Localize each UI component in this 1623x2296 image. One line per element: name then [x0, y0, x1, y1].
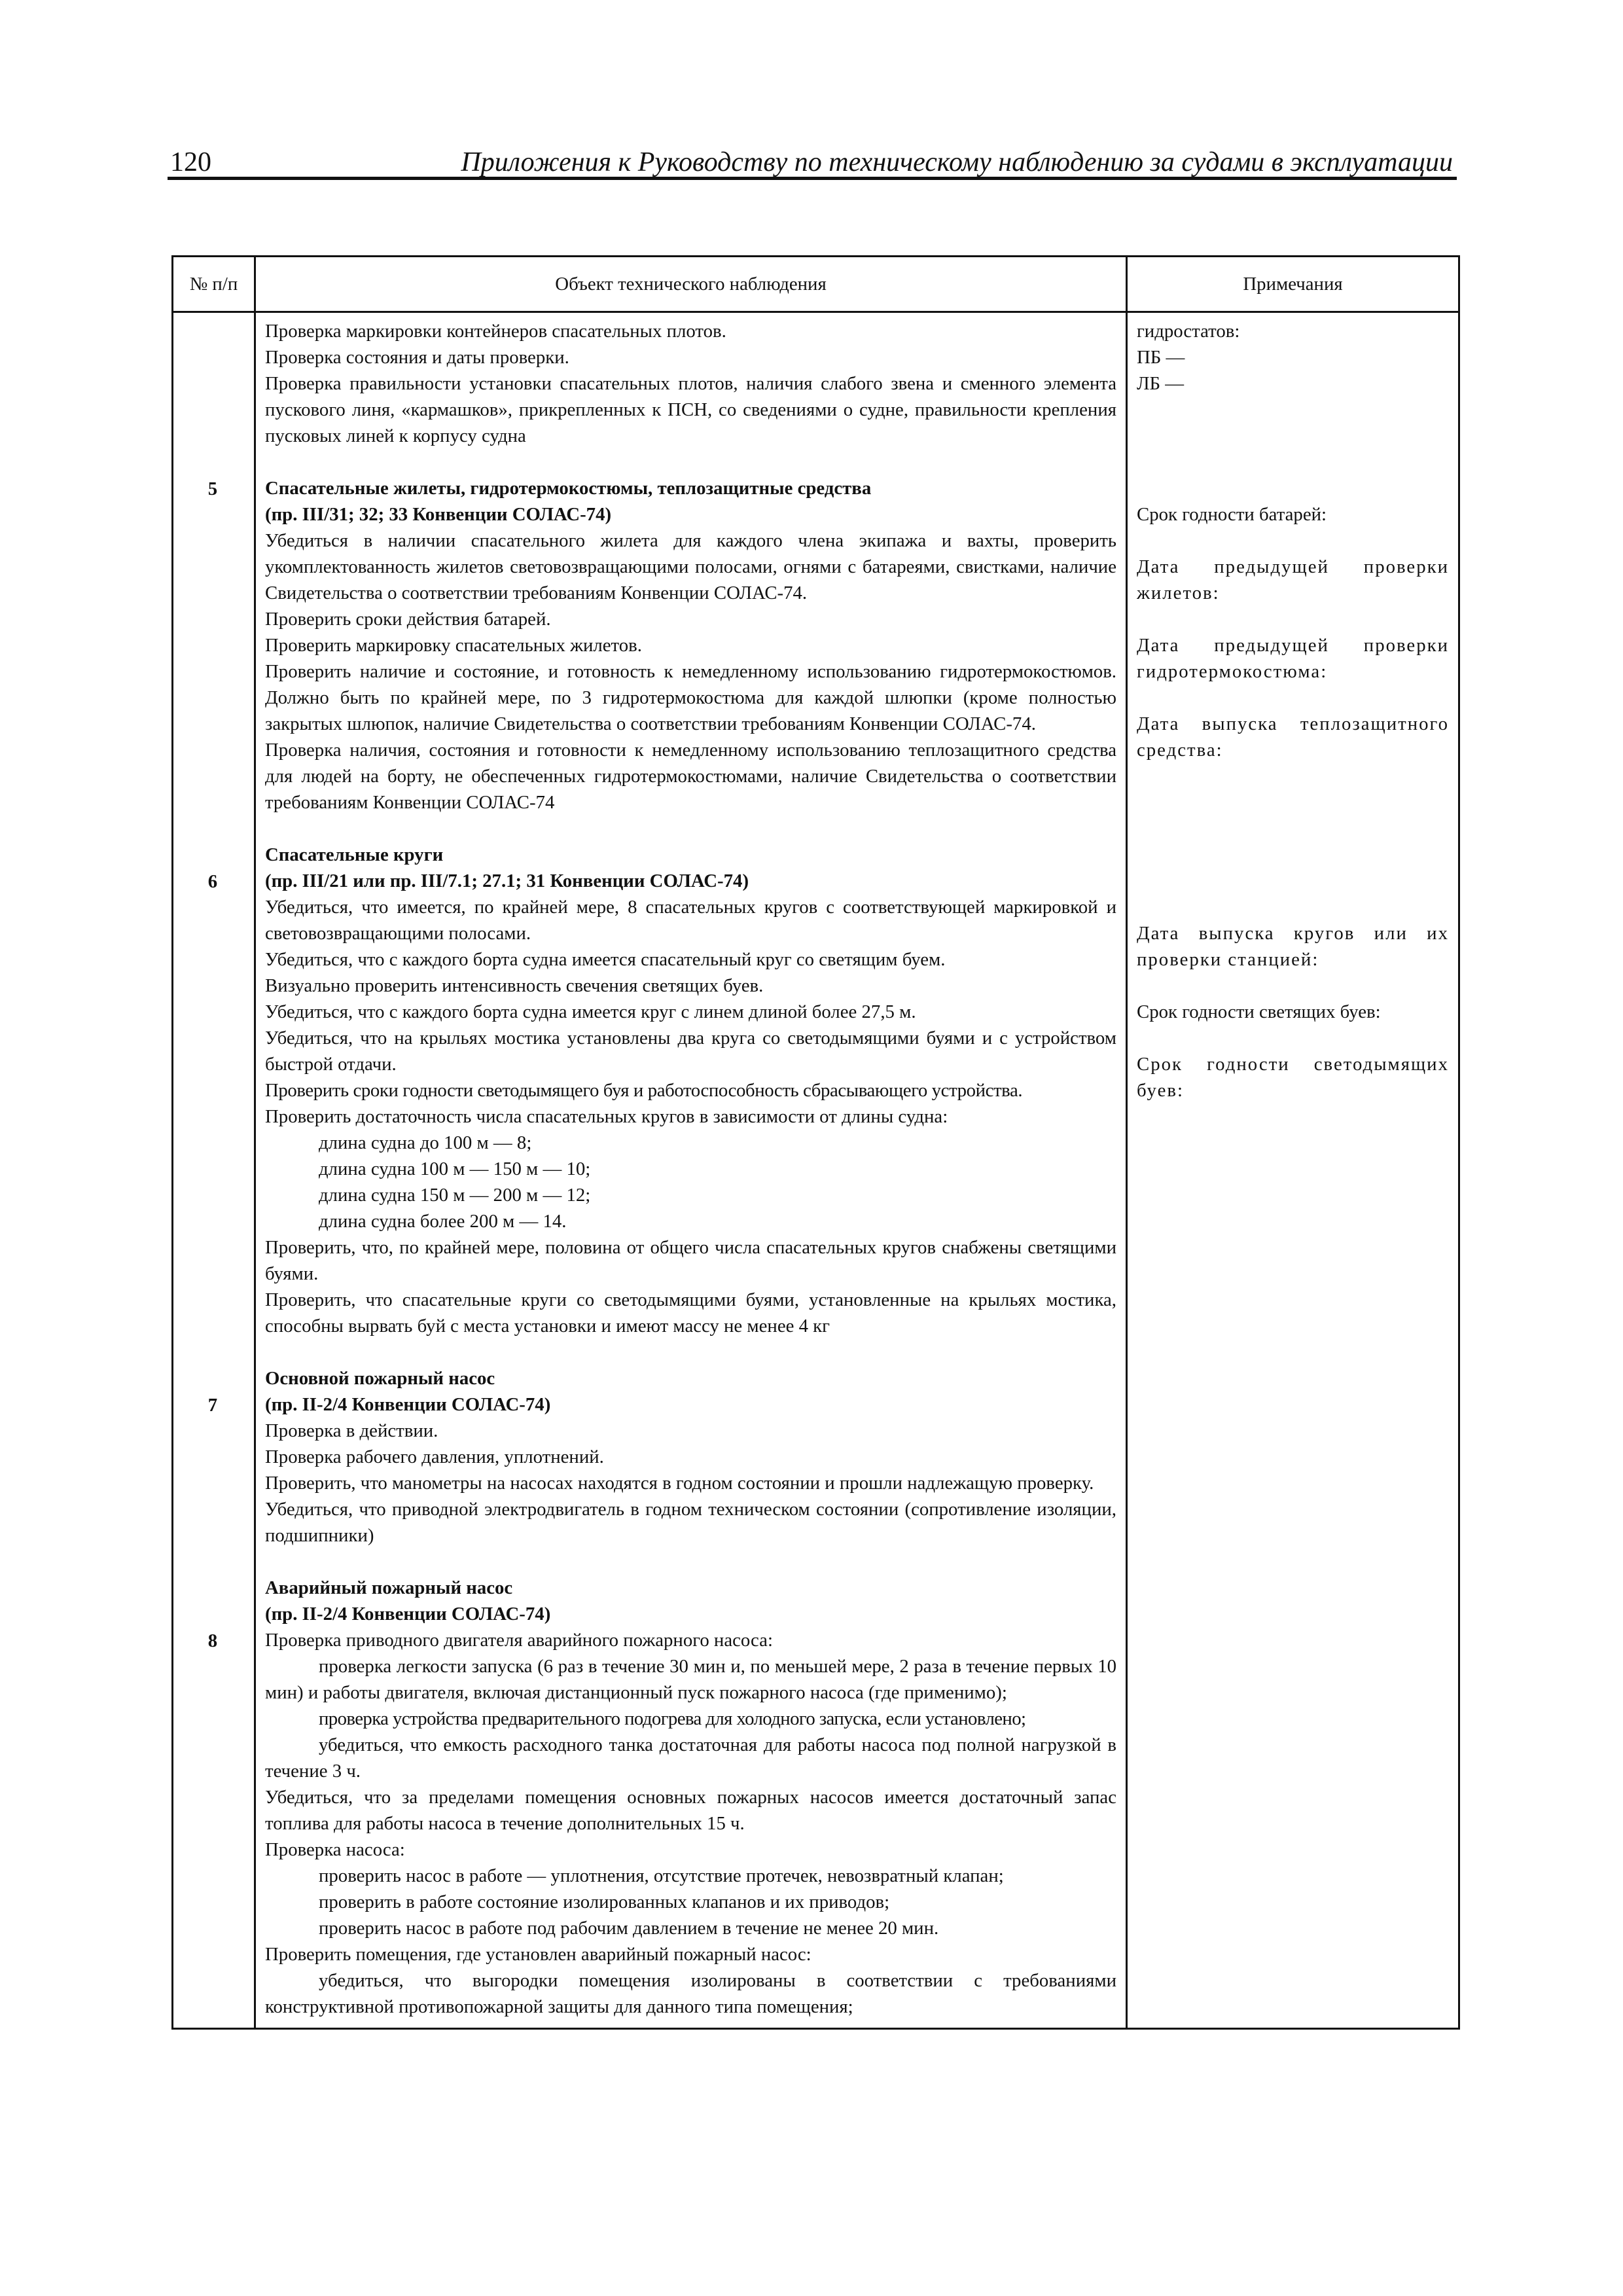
- note-line: ПБ —: [1137, 347, 1185, 368]
- body-line: Проверка в действии.: [265, 1420, 438, 1441]
- body-line: Проверка рабочего давления, уплотнений.: [265, 1446, 604, 1467]
- body-line: Проверить маркировку спасательных жилетов.: [265, 635, 642, 656]
- section-title: Спасательные жилеты, гидротермокостюмы, теплозащитные средства: [265, 478, 872, 499]
- header-rule: [168, 177, 1457, 180]
- section-title: Аварийный пожарный насос: [265, 1577, 513, 1598]
- body-line: Проверить сроки годности светодымящего буя и работоспособность сбрасывающего устройства.: [265, 1080, 1023, 1101]
- row-number: 7: [207, 1395, 218, 1416]
- body-line: Проверить сроки действия батарей.: [265, 609, 551, 630]
- length-item: длина судна более 200 м — 14.: [319, 1211, 567, 1232]
- body-line: Убедиться, что имеется, по крайней мере, 8 спасательных кругов с соответствующей маркировкой и световозвращающими полосами.: [265, 897, 1116, 944]
- length-item: длина судна до 100 м — 8;: [319, 1132, 532, 1153]
- body-line: Проверка приводного двигателя аварийного пожарного насоса:: [265, 1630, 773, 1651]
- running-title: Приложения к Руководству по техническому наблюдению за судами в эксплуатации: [461, 147, 1453, 177]
- body-line: убедиться, что выгородки помещения изолированы в соответствии с требованиями конструктивной противопожарной защиты для данного типа помещения;: [265, 1970, 1116, 2017]
- body-line: Убедиться, что с каждого борта судна имеется спасательный круг со светящим буем.: [265, 949, 946, 970]
- section-reference: (пр. II-2/4 Конвенции СОЛАС-74): [265, 1394, 551, 1415]
- page-header: [168, 145, 1457, 179]
- length-item: длина судна 150 м — 200 м — 12;: [319, 1185, 591, 1206]
- page-number: 120: [170, 147, 211, 177]
- row-number-cell: [173, 312, 255, 2029]
- row-number: 6: [207, 871, 218, 892]
- note-line: Срок годности батарей:: [1137, 504, 1327, 525]
- body-line: проверить насос в работе — уплотнения, отсутствие протечек, невозвратный клапан;: [319, 1865, 1004, 1886]
- column-header-object: Объект технического наблюдения: [255, 257, 1127, 312]
- row-number: 5: [207, 478, 218, 499]
- body-line: Проверить, что манометры на насосах находятся в годном состоянии и прошли надлежащую проверку.: [265, 1473, 1094, 1494]
- body-line: проверка легкости запуска (6 раз в течение 30 мин и, по меньшей мере, 2 раза в течение первых 10 мин) и работы двигателя, включая дистанционный пуск пожарного насоса (где применимо);: [265, 1656, 1116, 1703]
- note-line: ЛБ —: [1137, 373, 1185, 394]
- body-line: Проверка наличия, состояния и готовности к немедленному использованию теплозащитного средства для людей на борту, не обеспеченных гидротермокостюмами, наличие Свидетельства о соответствии требованиям Конвенции СОЛАС-74: [265, 740, 1116, 813]
- body-line: Проверка состояния и даты проверки.: [265, 347, 569, 368]
- note-line: Срок годности светодымящих буев:: [1137, 1054, 1449, 1101]
- row-object-cell: [255, 312, 1127, 2029]
- length-item: длина судна 100 м — 150 м — 10;: [319, 1158, 591, 1179]
- column-header-notes: Примечания: [1127, 257, 1459, 312]
- body-line: Проверить достаточность числа спасательных кругов в зависимости от длины судна:: [265, 1106, 948, 1127]
- row-number: 8: [207, 1630, 218, 1651]
- body-line: Проверить, что, по крайней мере, половина от общего числа спасательных кругов снабжены светящими буями.: [265, 1237, 1116, 1284]
- note-line: Дата выпуска теплозащитного средства:: [1137, 713, 1449, 761]
- section-title: Спасательные круги: [265, 844, 444, 865]
- body-line: Проверка правильности установки спасательных плотов, наличия слабого звена и сменного элемента пускового линя, «кармашков», прикрепленных к ПСН, со сведениями о судне, правильности крепления пусковых линей к корпусу судна: [265, 373, 1116, 446]
- body-line: Убедиться, что на крыльях мостика установлены два круга со светодымящими буями и с устройством быстрой отдачи.: [265, 1028, 1116, 1075]
- table-header-row: [173, 257, 1459, 312]
- column-header-number: № п/п: [173, 257, 255, 312]
- body-line: Проверить наличие и состояние, и готовность к немедленному использованию гидротермокостюмов. Должно быть по крайней мере, по 3 гидротермокостюма для каждой шлюпки (кроме полностью закрытых шлюпок, наличие Свидетельства о соответствии требованиям Конвенции СОЛАС-74.: [265, 661, 1116, 734]
- body-line: Проверить, что спасательные круги со светодымящими буями, установленные на крыльях мостика, способны вырвать буй с места установки и имеют массу не менее 4 кг: [265, 1289, 1116, 1336]
- body-line: Убедиться, что за пределами помещения основных пожарных насосов имеется достаточный запас топлива для работы насоса в течение дополнительных 15 ч.: [265, 1787, 1116, 1834]
- section-reference: (пр. III/31; 32; 33 Конвенции СОЛАС-74): [265, 504, 612, 525]
- section-reference: (пр. III/21 или пр. III/7.1; 27.1; 31 Конвенции СОЛАС-74): [265, 870, 749, 891]
- body-line: Убедиться, что с каждого борта судна имеется круг с линем длиной более 27,5 м.: [265, 1001, 916, 1022]
- section-reference: (пр. II-2/4 Конвенции СОЛАС-74): [265, 1604, 551, 1624]
- body-line: Проверить помещения, где установлен аварийный пожарный насос:: [265, 1944, 812, 1965]
- table-row: [173, 312, 1459, 2029]
- body-line: проверить в работе состояние изолированных клапанов и их приводов;: [319, 1892, 890, 1912]
- body-line: Визуально проверить интенсивность свечения светящих буев.: [265, 975, 764, 996]
- body-line: Проверка насоса:: [265, 1839, 405, 1860]
- body-line: Убедиться, что приводной электродвигатель в годном техническом состоянии (сопротивление изоляции, подшипники): [265, 1499, 1116, 1546]
- row-notes-cell: [1127, 312, 1459, 2029]
- note-line: Дата предыдущей проверки гидротермокостюма:: [1137, 635, 1449, 682]
- body-line: Убедиться в наличии спасательного жилета для каждого члена экипажа и вахты, проверить укомплектованность жилетов световозвращающими полосами, огнями с батареями, свистками, наличие Свидетельства о соответствии требованиям Конвенции СОЛАС-74.: [265, 530, 1116, 603]
- body-line: проверить насос в работе под рабочим давлением в течение не менее 20 мин.: [319, 1918, 939, 1939]
- inspection-table: [171, 255, 1460, 2030]
- note-line: Дата предыдущей проверки жилетов:: [1137, 556, 1449, 603]
- body-line: проверка устройства предварительного подогрева для холодного запуска, если установлено;: [319, 1708, 1026, 1729]
- note-line: гидростатов:: [1137, 321, 1240, 342]
- note-line: Дата выпуска кругов или их проверки станцией:: [1137, 923, 1449, 970]
- note-line: Срок годности светящих буев:: [1137, 1001, 1381, 1022]
- section-title: Основной пожарный насос: [265, 1368, 495, 1389]
- body-line: убедиться, что емкость расходного танка достаточная для работы насоса под полной нагрузкой в течение 3 ч.: [265, 1734, 1116, 1782]
- body-line: Проверка маркировки контейнеров спасательных плотов.: [265, 321, 726, 342]
